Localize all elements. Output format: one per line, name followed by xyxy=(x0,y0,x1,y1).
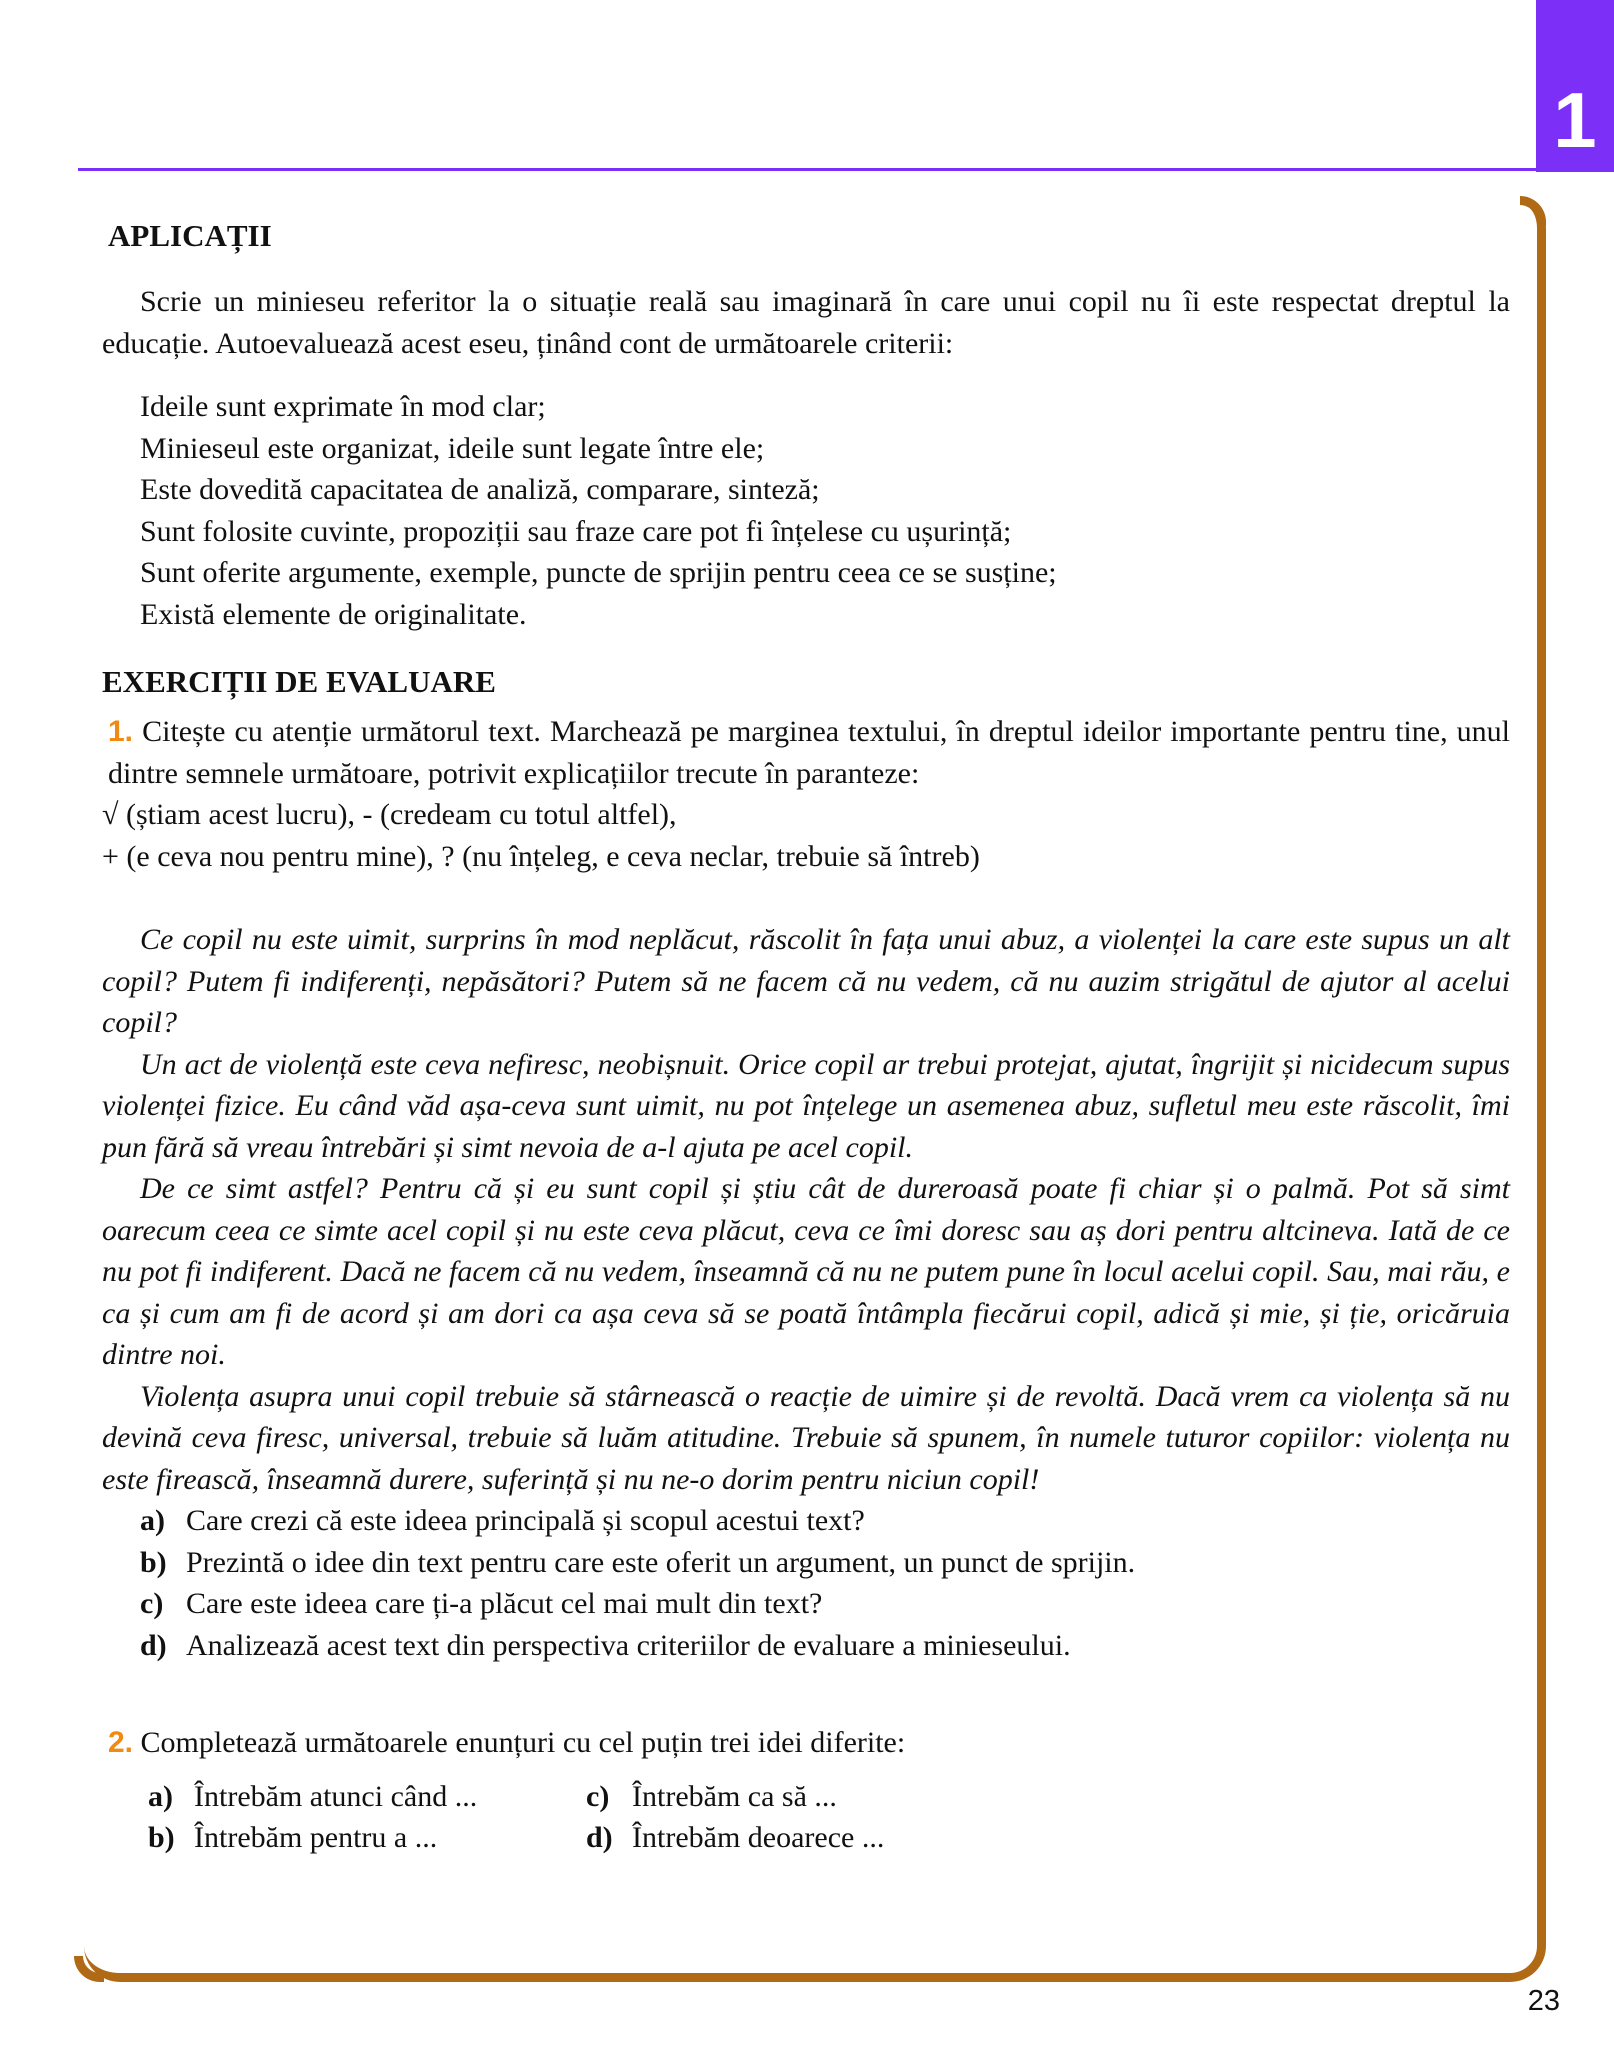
page-content xyxy=(102,205,1510,1859)
sentence-text: Întrebăm ca să ... xyxy=(632,1779,837,1813)
sentence-item xyxy=(148,1817,586,1859)
chapter-number: 1 xyxy=(1553,76,1597,164)
sentence-item xyxy=(586,1817,986,1859)
page-number: 23 xyxy=(1527,1985,1560,2017)
criteria-item: Minieseul este organizat, ideile sunt legate între ele; xyxy=(140,431,765,465)
reading-text xyxy=(102,919,1510,1500)
exercise-2-number: 2. xyxy=(108,1726,134,1759)
criteria-item: Este dovedită capacitatea de analiză, comparare, sinteză; xyxy=(140,473,820,506)
question-item xyxy=(140,1542,1510,1584)
question-label: c) xyxy=(140,1587,164,1620)
reading-paragraph: De ce simt astfel? Pentru că și eu sunt copil și știu cât de dureroasă poate fi chiar și o palmă. Pot să simt oarecum ceea ce simte acel copil și nu este ceva plăcut, ceva ce îmi doresc sau aș dori pentru altcineva. Iată de ce nu pot fi indiferent. Dacă ne facem că nu vedem, înseamnă că nu ne putem pune în locul acelui copil. Sau, mai rău, e ca și cum am fi de acord și am dori ca așa ceva să se poată întâmpla fiecărui copil, adică și mie, și ție, oricăruia dintre noi. xyxy=(102,1172,1510,1371)
exercise-2-text: Completează următoarele enunțuri cu cel puțin trei idei diferite: xyxy=(140,1726,906,1759)
sentence-item xyxy=(586,1776,986,1818)
sentence-label: c) xyxy=(586,1779,610,1813)
reading-paragraph: Violența asupra unui copil trebuie să stârnească o reacție de uimire și de revoltă. Dacă vrem ca violența să nu devină ceva firesc, universal, trebuie să luăm atitudine. Trebuie să spunem, în numele tuturor copiilor: violența nu este firească, înseamnă durere, suferință și nu ne-o dorim pentru niciun copil! xyxy=(102,1379,1510,1496)
question-item xyxy=(140,1625,1510,1667)
criteria-item: Sunt oferite argumente, exemple, puncte de sprijin pentru ceea ce se susține; xyxy=(140,556,1057,589)
question-item xyxy=(140,1500,1510,1542)
sentence-item xyxy=(148,1776,586,1818)
question-text: Analizează acest text din perspectiva criteriilor de evaluare a minieseului. xyxy=(186,1628,1071,1662)
question-label: b) xyxy=(140,1545,167,1579)
applications-intro: Scrie un minieseu referitor la o situație reală sau imaginară în care unui copil nu îi este respectat dreptul la educație. Autoevaluează acest eseu, ținând cont de următoarele criterii: xyxy=(102,285,1510,360)
sentence-text: Întrebăm pentru a ... xyxy=(194,1821,438,1854)
questions-list xyxy=(140,1500,1510,1666)
exercise-1-text: Citește cu atenție următorul text. Marchează pe marginea textului, în dreptul ideilor importante pentru tine, unul dintre semnele următoare, potrivit explicațiilor trecute în paranteze: xyxy=(108,715,1510,790)
header-divider xyxy=(78,168,1538,171)
question-text: Care crezi că este ideea principală și scopul acestui text? xyxy=(186,1504,865,1537)
criteria-list xyxy=(140,386,1510,635)
sentence-label: b) xyxy=(148,1821,175,1854)
applications-title: APLICAȚII xyxy=(108,218,272,253)
sentence-text: Întrebăm deoarece ... xyxy=(632,1821,885,1854)
signs-line-2: + (e ceva nou pentru mine), ? (nu înțeleg, e ceva neclar, trebuie să întreb) xyxy=(102,839,980,873)
question-text: Prezintă o idee din text pentru care este oferit un argument, un punct de sprijin. xyxy=(186,1545,1136,1579)
exercise-2-instruction xyxy=(108,1722,1510,1764)
chapter-tab xyxy=(1536,0,1614,172)
exercise-1-number: 1. xyxy=(108,715,134,748)
criteria-item: Există elemente de originalitate. xyxy=(140,597,527,631)
question-text: Care este ideea care ți-a plăcut cel mai mult din text? xyxy=(186,1587,823,1620)
reading-paragraph: Ce copil nu este uimit, surprins în mod neplăcut, răscolit în fața unui abuz, a violenței la care este supus un alt copil? Putem fi indiferenți, nepăsători? Putem să ne facem că nu vedem, că nu auzim strigătul de ajutor al acelui copil? xyxy=(102,923,1510,1039)
criteria-item: Ideile sunt exprimate în mod clar; xyxy=(140,390,546,423)
sentence-label: d) xyxy=(586,1821,613,1854)
question-label: a) xyxy=(140,1504,165,1537)
exercises-title: EXERCIȚII DE EVALUARE xyxy=(102,664,496,699)
criteria-item: Sunt folosite cuvinte, propoziții sau fraze care pot fi înțelese cu ușurință; xyxy=(140,514,1012,548)
exercise-2-items xyxy=(148,1776,1510,1859)
question-item xyxy=(140,1583,1510,1625)
reading-paragraph: Un act de violență este ceva nefiresc, neobișnuit. Orice copil ar trebui protejat, ajutat, îngrijit și nicidecum supus violenței fizice. Eu când văd așa-ceva sunt uimit, nu pot înțelege un asemenea abuz, sufletul meu este răscolit, îmi pun fără să vreau întrebări și simt nevoia de a-l ajuta pe acel copil. xyxy=(102,1047,1510,1164)
exercise-1-instruction xyxy=(108,711,1510,794)
question-label: d) xyxy=(140,1628,167,1662)
sentence-text: Întrebăm atunci când ... xyxy=(194,1779,478,1813)
sentence-label: a) xyxy=(148,1779,173,1813)
signs-line-1: √ (știam acest lucru), - (credeam cu totul altfel), xyxy=(102,798,677,831)
